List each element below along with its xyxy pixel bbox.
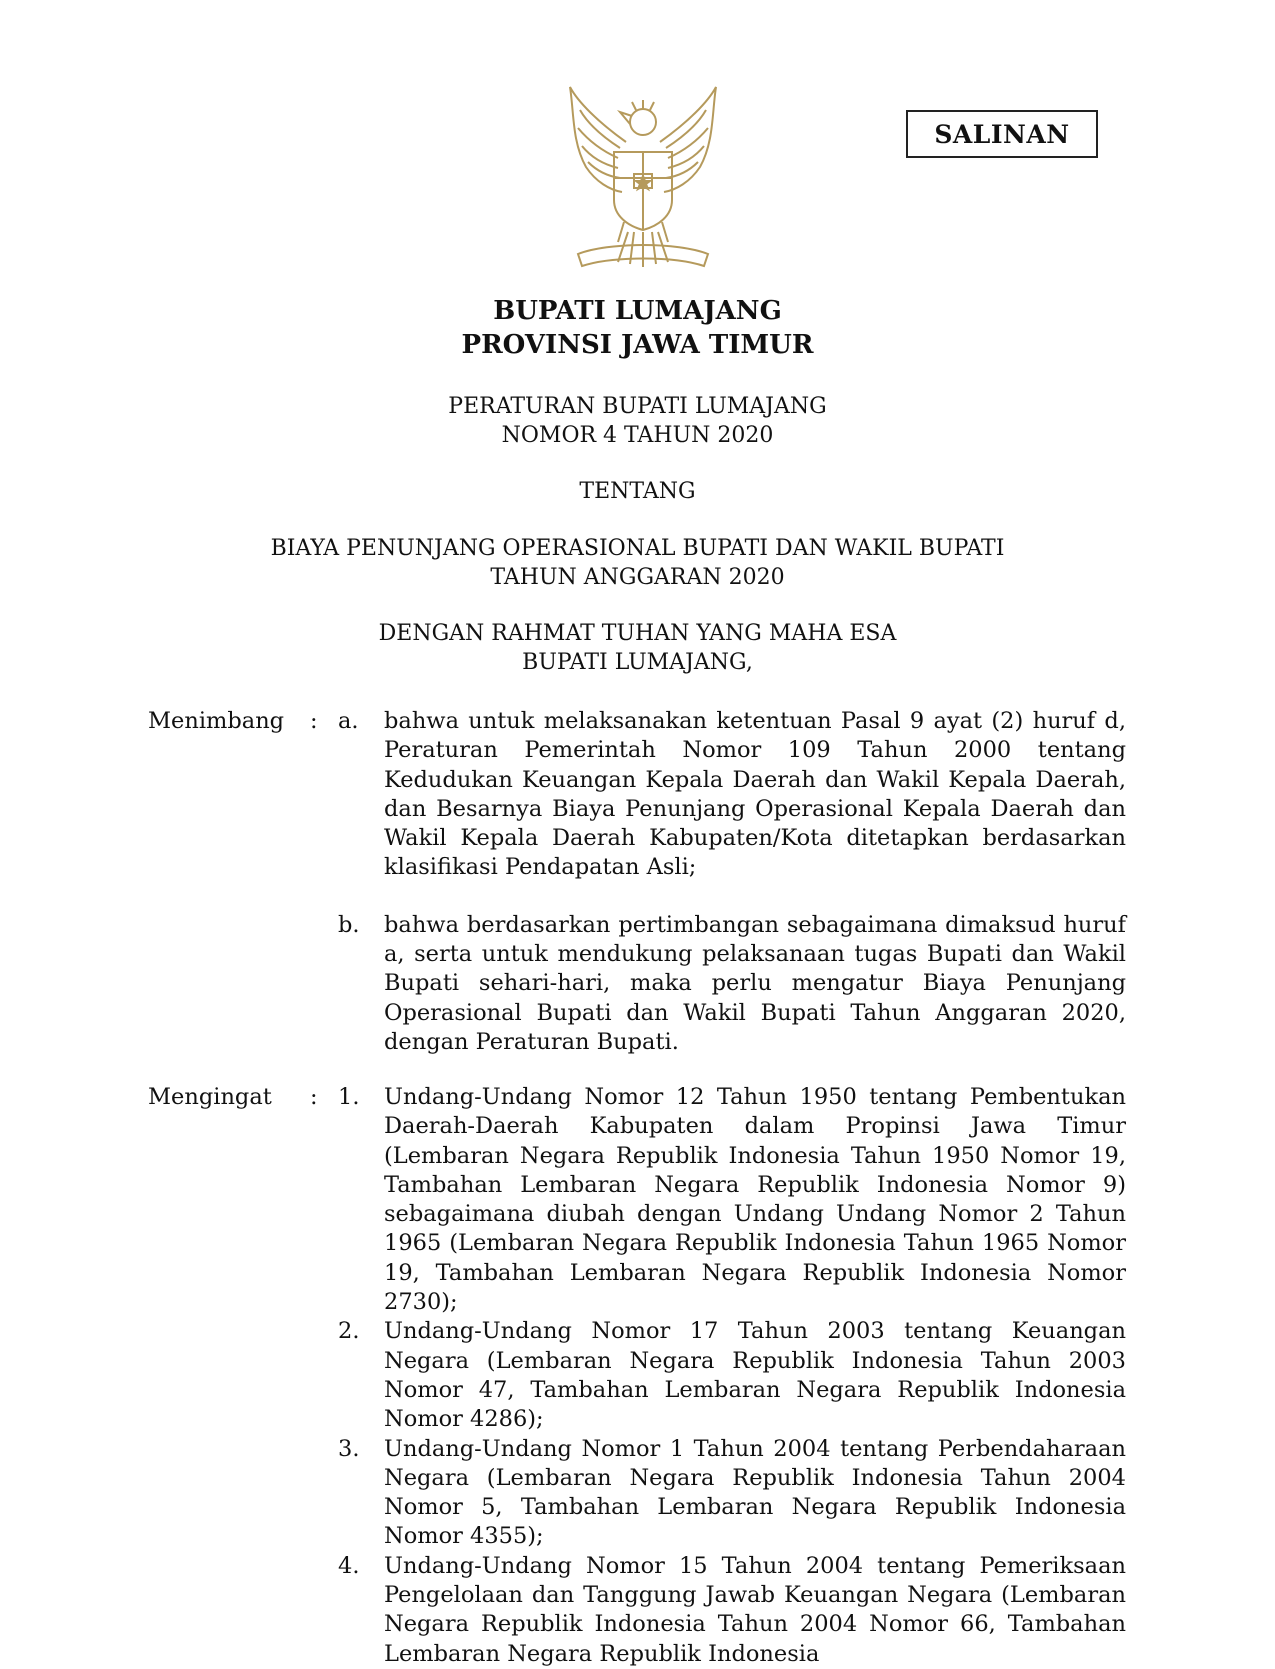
item-marker: 1. [338, 1084, 360, 1110]
about-label: TENTANG [579, 479, 696, 504]
item-text: Undang-Undang Nomor 12 Tahun 1950 tentang Pembentukan Daerah-Daerah Kabupaten dalam Propinsi Jawa Timur (Lembaran Negara Republik Indonesia Tahun 1950 Nomor 19, Tambahan Lembaran Negara Republik Indonesia Nomor 9) sebagaimana diubah dengan Undang Undang Nomor 2 Tahun 1965 (Lembaran Negara Republik Indonesia Tahun 1965 Nomor 19, Tambahan Lembaran Negara Republik Indonesia Nomor 2730); [384, 1084, 1126, 1316]
mengingat-item-2 [148, 1317, 1128, 1434]
mengingat-item-4 [148, 1552, 1128, 1669]
preamble-line-1: DENGAN RAHMAT TUHAN YANG MAHA ESA [378, 621, 897, 646]
authority-heading [0, 294, 1275, 362]
garuda-emblem-icon [548, 82, 738, 282]
item-marker: 2. [338, 1318, 360, 1345]
mengingat-label: Mengingat [148, 1084, 272, 1110]
item-text: bahwa untuk melaksanakan ketentuan Pasal 9 ayat (2) huruf d, Peraturan Pemerintah Nomor 109 Tahun 2000 tentang Kedudukan Keuangan Kepala Daerah dan Wakil Kepala Daerah, dan Besarnya Biaya Penunjang Operasional Kepala Daerah dan Wakil Kepala Daerah Kabupaten/Kota ditetapkan berdasarkan klasifikasi Pendapatan Asli; [384, 708, 1126, 881]
menimbang-item-a [148, 707, 1128, 883]
menimbang-colon: : [310, 708, 318, 734]
preamble-line-2: BUPATI LUMAJANG, [522, 650, 753, 675]
item-marker: a. [338, 708, 359, 734]
menimbang-label: Menimbang [148, 708, 285, 734]
mengingat-item-3 [148, 1435, 1128, 1552]
item-text: Undang-Undang Nomor 1 Tahun 2004 tentang Perbendaharaan Negara (Lembaran Negara Republik Indonesia Tahun 2004 Nomor 5, Tambahan Lembaran Negara Republik Indonesia Nomor 4355); [384, 1435, 1126, 1550]
item-text: Undang-Undang Nomor 15 Tahun 2004 tentang Pemeriksaan Pengelolaan dan Tanggung Jawab Keuangan Negara (Lembaran Negara Republik Indonesia Tahun 2004 Nomor 66, Tambahan Lembaran Negara Republik Indonesia [384, 1552, 1126, 1667]
item-marker: 3. [338, 1435, 360, 1462]
item-marker: 4. [338, 1552, 360, 1579]
subject-line-2: TAHUN ANGGARAN 2020 [490, 565, 785, 590]
about-heading [0, 477, 1275, 506]
salinan-stamp [906, 110, 1098, 158]
mengingat-section [148, 1083, 1128, 1669]
item-text: Undang-Undang Nomor 17 Tahun 2003 tentang Keuangan Negara (Lembaran Negara Republik Indonesia Tahun 2003 Nomor 47, Tambahan Lembaran Negara Republik Indonesia Nomor 4286); [384, 1318, 1126, 1433]
regulation-title [0, 392, 1275, 450]
preamble [0, 619, 1275, 677]
subject-heading [0, 534, 1275, 592]
menimbang-section [148, 707, 1128, 1057]
regulation-line-1: PERATURAN BUPATI LUMAJANG [448, 394, 827, 419]
mengingat-colon: : [310, 1084, 318, 1110]
subject-line-1: BIAYA PENUNJANG OPERASIONAL BUPATI DAN WAKIL BUPATI [270, 536, 1005, 561]
salinan-label: SALINAN [934, 119, 1070, 149]
menimbang-item-b [148, 911, 1128, 1057]
authority-line-2: PROVINSI JAWA TIMUR [461, 330, 814, 360]
authority-line-1: BUPATI LUMAJANG [493, 296, 782, 326]
mengingat-item-1 [148, 1083, 1128, 1317]
item-text: bahwa berdasarkan pertimbangan sebagaimana dimaksud huruf a, serta untuk mendukung pelaksanaan tugas Bupati dan Wakil Bupati sehari-hari, maka perlu mengatur Biaya Penunjang Operasional Bupati dan Wakil Bupati Tahun Anggaran 2020, dengan Peraturan Bupati. [384, 911, 1126, 1055]
item-marker: b. [338, 911, 360, 938]
regulation-line-2: NOMOR 4 TAHUN 2020 [501, 423, 774, 448]
